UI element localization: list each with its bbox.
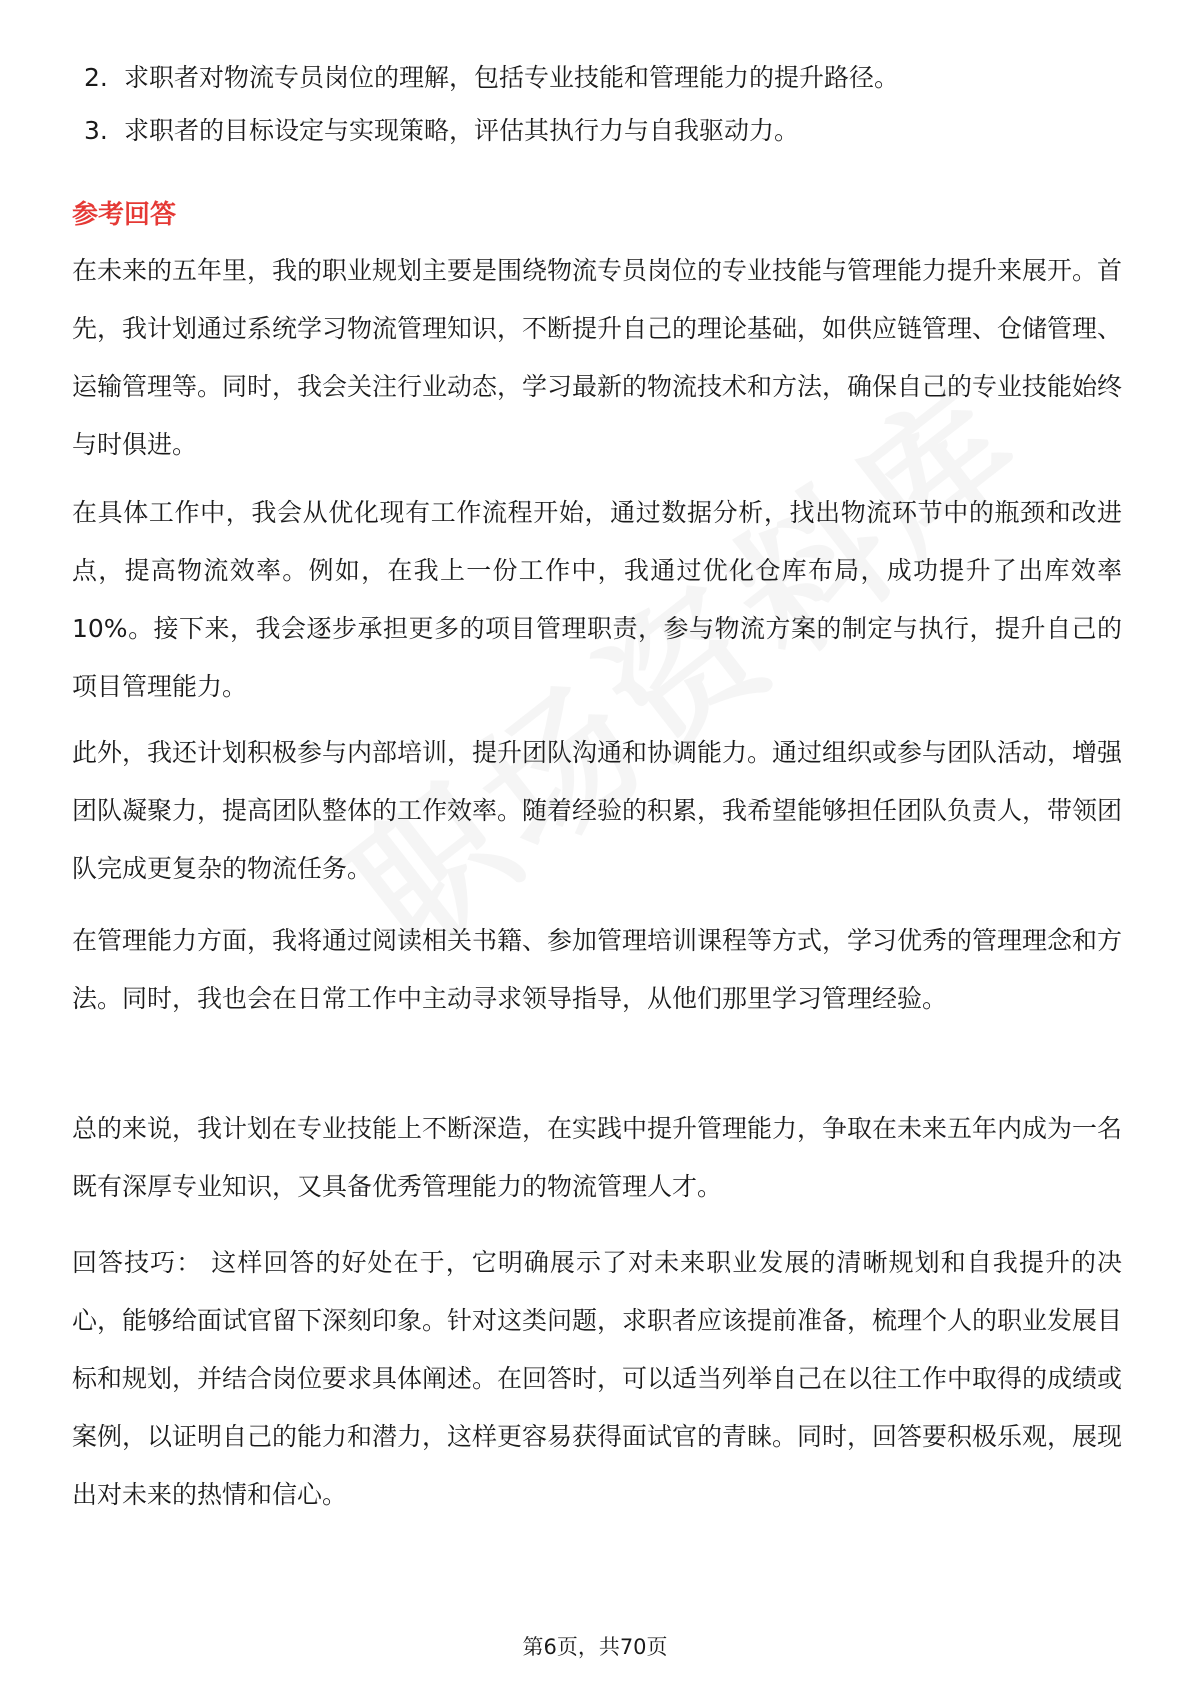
- section-title: 参考回答: [72, 200, 177, 230]
- list-number: 3.: [84, 116, 108, 145]
- paragraph: 在管理能力方面，我将通过阅读相关书籍、参加管理培训课程等方式，学习优秀的管理理念和方法。同时，我也会在日常工作中主动寻求领导指导，从他们那里学习管理经验。: [72, 926, 1123, 1013]
- paragraph: 在具体工作中，我会从优化现有工作流程开始，通过数据分析，找出物流环节中的瓶颈和改进点，提高物流效率。例如，在我上一份工作中，我通过优化仓库布局，成功提升了出库效率10%。接下来，我会逐步承担更多的项目管理职责，参与物流方案的制定与执行，提升自己的项目管理能力。: [72, 498, 1122, 701]
- list-text: 求职者的目标设定与实现策略，评估其执行力与自我驱动力。: [124, 116, 800, 145]
- page-footer: 第6页，共70页: [522, 1635, 668, 1659]
- paragraph: 此外，我还计划积极参与内部培训，提升团队沟通和协调能力。通过组织或参与团队活动，增强团队凝聚力，提高团队整体的工作效率。随着经验的积累，我希望能够担任团队负责人，带领团队完成更复杂的物流任务。: [72, 738, 1123, 883]
- paragraph: 总的来说，我计划在专业技能上不断深造，在实践中提升管理能力，争取在未来五年内成为一名既有深厚专业知识，又具备优秀管理能力的物流管理人才。: [72, 1114, 1123, 1201]
- list-item: [84, 113, 799, 149]
- tips-paragraph: 回答技巧： 这样回答的好处在于，它明确展示了对未来职业发展的清晰规划和自我提升的决心，能够给面试官留下深刻印象。针对这类问题，求职者应该提前准备，梳理个人的职业发展目标和规划，并结合岗位要求具体阐述。在回答时，可以适当列举自己在以往工作中取得的成绩或案例，以证明自己的能力和潜力，这样更容易获得面试官的青睐。同时，回答要积极乐观，展现出对未来的热情和信心。: [72, 1248, 1123, 1509]
- paragraph: 在未来的五年里，我的职业规划主要是围绕物流专员岗位的专业技能与管理能力提升来展开。首先，我计划通过系统学习物流管理知识，不断提升自己的理论基础，如供应链管理、仓储管理、运输管理等。同时，我会关注行业动态，学习最新的物流技术和方法，确保自己的专业技能始终与时俱进。: [72, 256, 1123, 459]
- list-item: [84, 60, 899, 96]
- list-text: 求职者对物流专员岗位的理解，包括专业技能和管理能力的提升路径。: [124, 63, 900, 92]
- list-number: 2.: [84, 63, 108, 92]
